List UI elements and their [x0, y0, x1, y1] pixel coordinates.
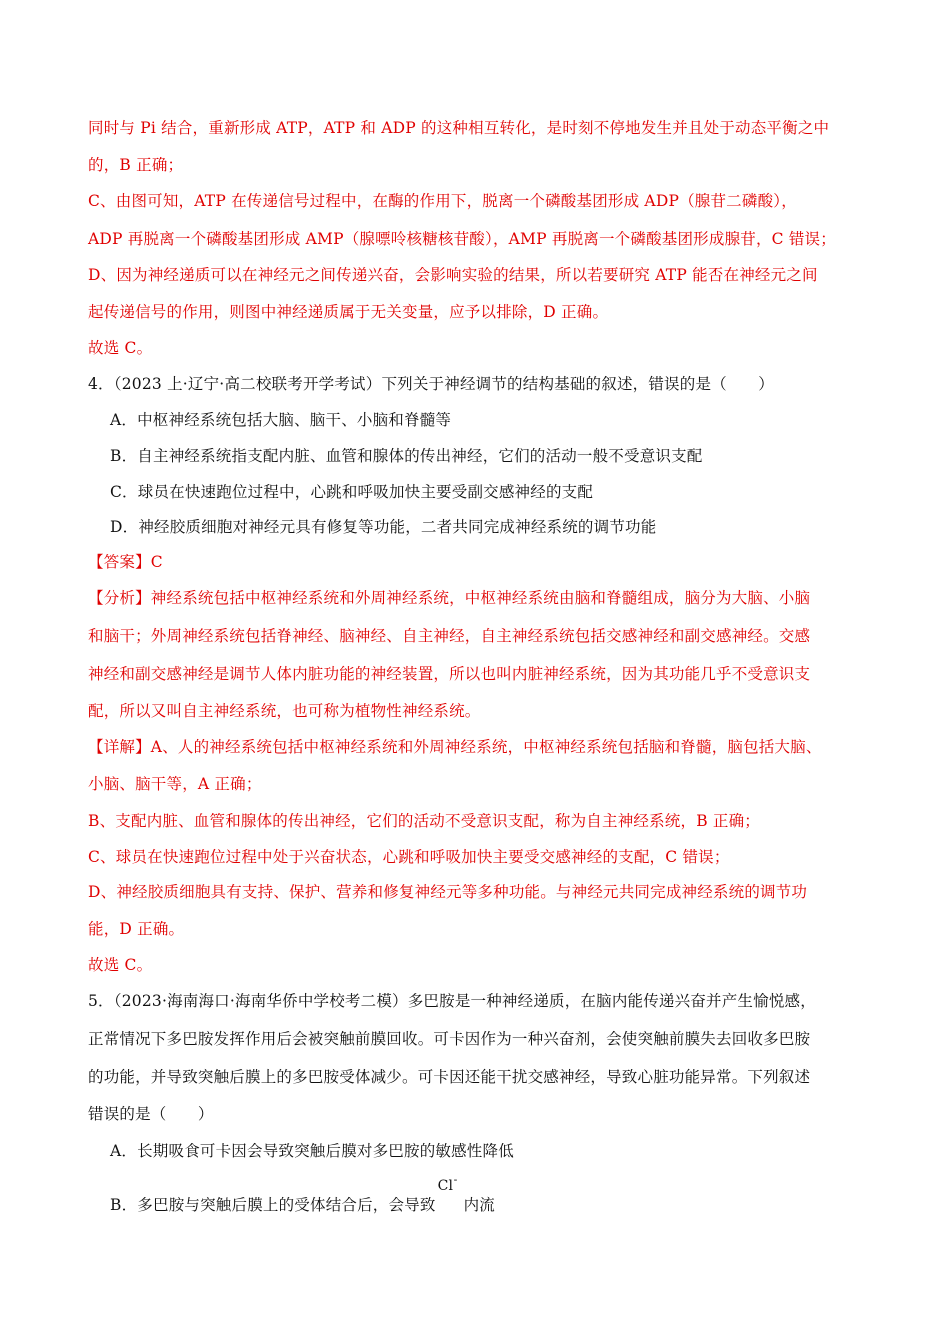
answer-choice-line: 故选 C。 [88, 339, 153, 357]
question-4-analysis-line: 【分析】神经系统包括中枢神经系统和外周神经系统，中枢神经系统由脑和脊髓组成，脑分为大脑、小脑 [88, 589, 811, 607]
answer-choice-line: 故选 C。 [88, 956, 153, 974]
question-5-stem-line: 正常情况下多巴胺发挥作用后会被突触前膜回收。可卡因作为一种兴奋剂，会使突触前膜失去回收多巴胺 [88, 1030, 811, 1048]
question-4-analysis-line: 配，所以又叫自主神经系统，也可称为植物性神经系统。 [88, 702, 481, 720]
question-4-detail-line: 小脑、脑干等，A 正确； [88, 775, 262, 793]
explanation-line: ADP 再脱离一个磷酸基团形成 AMP（腺嘌呤核糖核苷酸），AMP 再脱离一个磷酸基团形成腺苷，C 错误； [88, 230, 836, 248]
option-b-text-before: B．多巴胺与突触后膜上的受体结合后，会导致 [110, 1196, 436, 1214]
question-5-option-a: A．长期吸食可卡因会导致突触后膜对多巴胺的敏感性降低 [110, 1142, 514, 1160]
question-5-stem-line: 的功能，并导致突触后膜上的多巴胺受体减少。可卡因还能干扰交感神经，导致心脏功能异常。下列叙述 [88, 1068, 811, 1086]
explanation-line: 同时与 Pi 结合，重新形成 ATP，ATP 和 ADP 的这种相互转化，是时刻不停地发生并且处于动态平衡之中 [88, 119, 830, 137]
question-4-option-c: C．球员在快速跑位过程中，心跳和呼吸加快主要受副交感神经的支配 [110, 483, 594, 501]
option-b-text-after: 内流 [463, 1196, 495, 1214]
chloride-charge: - [453, 1173, 458, 1186]
explanation-line: D、因为神经递质可以在神经元之间传递兴奋，会影响实验的结果，所以若要研究 ATP 能否在神经元之间 [88, 266, 818, 284]
chloride-ion-formula [436, 1173, 464, 1210]
question-4-detail-line: C、球员在快速跑位过程中处于兴奋状态，心跳和呼吸加快主要受交感神经的支配，C 错误； [88, 848, 730, 866]
question-4-detail-line: 【详解】A、人的神经系统包括中枢神经系统和外周神经系统，中枢神经系统包括脑和脊髓，脑包括大脑、 [88, 738, 822, 756]
question-5-stem-line: 5．（2023·海南海口·海南华侨中学校考二模）多巴胺是一种神经递质，在脑内能传递兴奋并产生愉悦感， [88, 992, 816, 1010]
question-4-option-a: A．中枢神经系统包括大脑、脑干、小脑和脊髓等 [110, 411, 452, 429]
question-4-option-d: D．神经胶质细胞对神经元具有修复等功能，二者共同完成神经系统的调节功能 [110, 518, 657, 536]
question-4-detail-line: D、神经胶质细胞具有支持、保护、营养和修复神经元等多种功能。与神经元共同完成神经系统的调节功 [88, 883, 808, 901]
question-4-stem: 4．（2023 上·辽宁·高二校联考开学考试）下列关于神经调节的结构基础的叙述，错误的是（ ） [88, 375, 774, 393]
question-4-analysis-line: 神经和副交感神经是调节人体内脏功能的神经装置，所以也叫内脏神经系统，因为其功能几乎不受意识支 [88, 665, 811, 683]
question-5-option-b [110, 1173, 495, 1215]
explanation-line: C、由图可知，ATP 在传递信号过程中，在酶的作用下，脱离一个磷酸基团形成 ADP（腺苷二磷酸）， [88, 192, 797, 210]
explanation-line: 起传递信号的作用，则图中神经递质属于无关变量，应予以排除，D 正确。 [88, 303, 609, 321]
question-4-answer: 【答案】C [88, 553, 163, 571]
question-4-analysis-line: 和脑干；外周神经系统包括脊神经、脑神经、自主神经，自主神经系统包括交感神经和副交感神经。交感 [88, 627, 811, 645]
question-4-detail-line: B、支配内脏、血管和腺体的传出神经，它们的活动不受意识支配，称为自主神经系统，B 正确； [88, 812, 761, 830]
chloride-symbol: Cl [437, 1178, 454, 1194]
question-4-option-b: B．自主神经系统指支配内脏、血管和腺体的传出神经，它们的活动一般不受意识支配 [110, 447, 703, 465]
explanation-line: 的，B 正确； [88, 156, 184, 174]
question-4-detail-line: 能，D 正确。 [88, 920, 185, 938]
question-5-stem-line: 错误的是（ ） [88, 1105, 214, 1123]
